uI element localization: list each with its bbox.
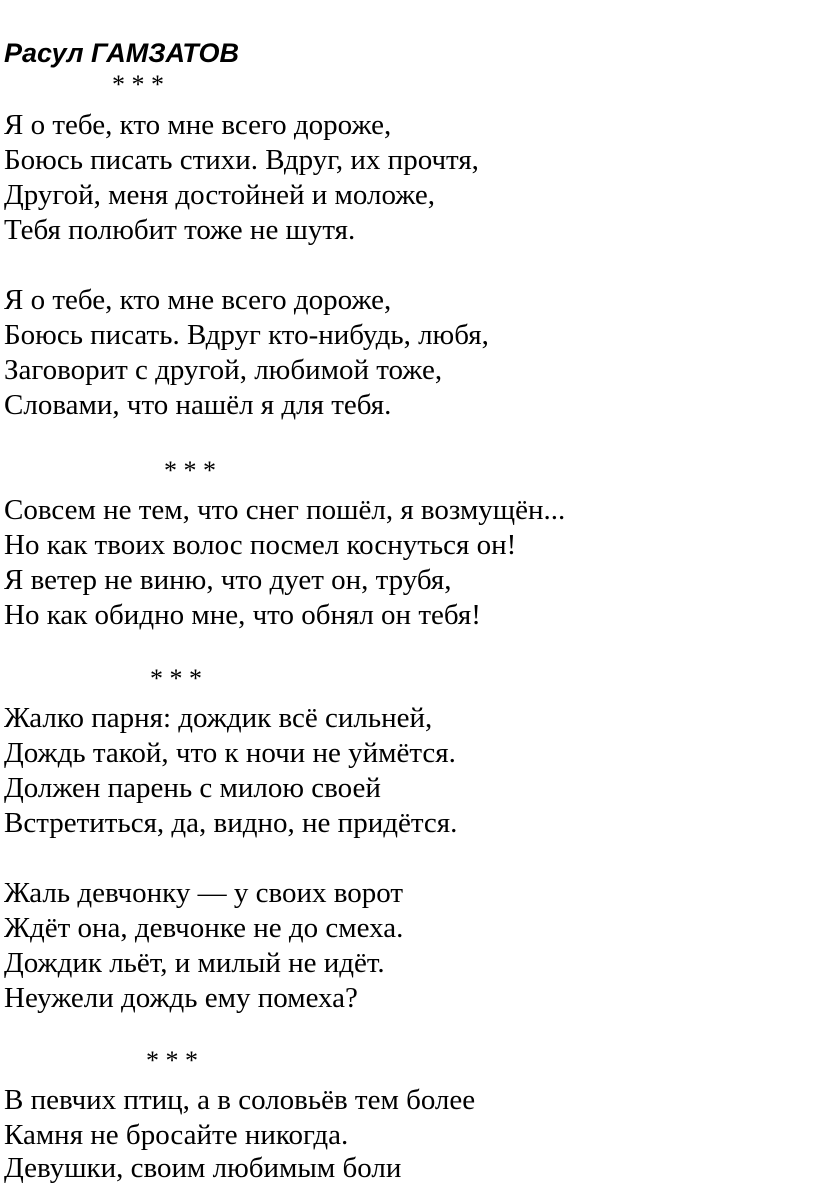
poem-line: Ждёт она, девчонке не до смеха.	[4, 912, 404, 944]
poem-line: Другой, меня достойней и моложе,	[4, 179, 436, 211]
poem-separator: * * *	[164, 456, 216, 485]
poem-line: Неужели дождь ему помеха?	[4, 982, 358, 1014]
poem-line: Дождик льёт, и милый не идёт.	[4, 947, 385, 979]
poem-line: Тебя полюбит тоже не шутя.	[4, 214, 356, 246]
poem-line: Камня не бросайте никогда.	[4, 1119, 349, 1151]
poem-line: Я ветер не виню, что дует он, трубя,	[4, 564, 452, 596]
poem-separator: * * *	[150, 664, 202, 693]
poem-line: Но как твоих волос посмел коснуться он!	[4, 529, 517, 561]
poem-line: В певчих птиц, а в соловьёв тем более	[4, 1084, 476, 1116]
poem-line: Я о тебе, кто мне всего дороже,	[4, 284, 392, 316]
poem-line: Дождь такой, что к ночи не уймётся.	[4, 737, 456, 769]
poem-line: Жаль девчонку — у своих ворот	[4, 877, 404, 909]
poem-line: Боюсь писать стихи. Вдруг, их прочтя,	[4, 144, 479, 176]
author-title: Расул ГАМЗАТОВ	[4, 38, 239, 68]
poem-line: Девушки, своим любимым боли	[4, 1152, 402, 1184]
poem-line: Но как обидно мне, что обнял он тебя!	[4, 599, 481, 631]
poem-line: Совсем не тем, что снег пошёл, я возмущён...	[4, 494, 566, 526]
poem-separator: * * *	[112, 70, 164, 99]
poem-line: Я о тебе, кто мне всего дороже,	[4, 109, 392, 141]
poem-line: Жалко парня: дождик всё сильней,	[4, 702, 433, 734]
poem-separator: * * *	[146, 1046, 198, 1075]
poem-line: Встретиться, да, видно, не придётся.	[4, 807, 458, 839]
poem-line: Боюсь писать. Вдруг кто-нибудь, любя,	[4, 319, 489, 351]
poem-line: Должен парень с милою своей	[4, 772, 381, 804]
poem-line: Словами, что нашёл я для тебя.	[4, 389, 392, 421]
poem-line: Заговорит с другой, любимой тоже,	[4, 354, 443, 386]
